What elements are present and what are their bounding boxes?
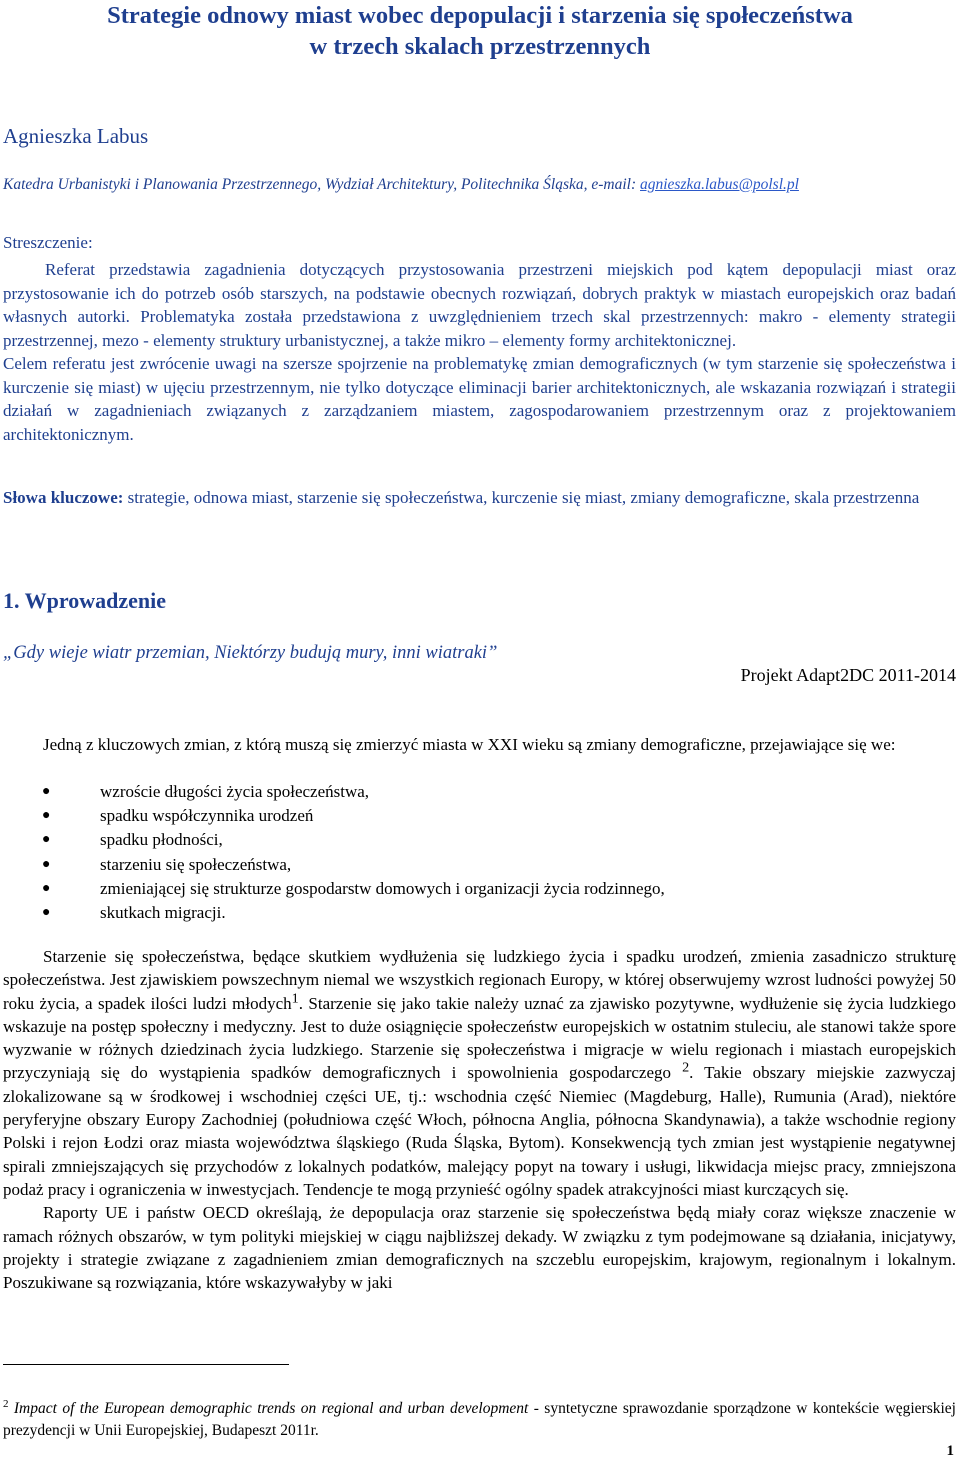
- title-line-2: w trzech skalach przestrzennych: [309, 33, 651, 60]
- list-item-text: zmieniającej się strukturze gospodarstw domowych i organizacji życia rodzinnego,: [100, 878, 665, 898]
- affiliation: [3, 176, 799, 194]
- section-heading: 1. Wprowadzenie: [3, 588, 166, 613]
- abstract-paragraph-1: Referat przedstawia zagadnienia dotyczących przystosowania przestrzeni miejskich pod kątem depopulacji miast oraz przystosowanie ich do potrzeb osób starszych, na podstawie obecnych rozwiązań, dobrych praktyk w miastach europejskich oraz badań własnych autorki. Problematyka została przedstawiona z uwzględnieniem trzech skal przestrzennych: makro - elementy strategii przestrzennej, mezo - elementy struktury urbanistycznej, a także mikro – elementy formy architektonicznej.: [3, 260, 956, 350]
- abstract: [3, 258, 956, 446]
- bullet-icon: ●: [42, 880, 51, 896]
- paper-title: [0, 0, 960, 62]
- paragraph-reports: Raporty UE i państw OECD określają, że depopulacja oraz starzenie się społeczeństwa będą miały coraz większe znaczenie w ramach różnych obszarów, w tym polityki miejskiej w ciągu najbliższej dekady. W związku z tym podejmowane są działania, inicjatywy, projekty i strategie związane z zagadnieniem zmian demograficznych na szczeblu europejskim, krajowym, regionalnym i lokalnym. Poszukiwane są rozwiązania, które wskazywałyby w jaki: [3, 1203, 956, 1293]
- list-item: [0, 828, 665, 852]
- bullet-icon: ●: [42, 856, 51, 872]
- title-line-1: Strategie odnowy miast wobec depopulacji i starzenia się społeczeństwa: [107, 2, 853, 29]
- bullet-icon: ●: [42, 784, 51, 799]
- bullet-icon: ●: [42, 905, 51, 921]
- intro-text: Jedną z kluczowych zmian, z którą muszą się zmierzyć miasta w XXI wieku są zmiany demograficzne, przejawiające się we:: [43, 735, 896, 754]
- abstract-label: Streszczenie:: [3, 233, 93, 252]
- paragraph-text: . Starzenie się jako takie należy uznać za zjawisko pozytywne, wydłużenie się życia ludzkiego wskazuje na postęp społeczny i medyczny. Jest to duże osiągnięcie społeczeństw europejskich w ostatnim stuleciu, ale stanowi także spore wyzwanie w różnych dziedzinach życia ludzkiego. Starzenie się społeczeństwa i migracje w wielu regionach i miastach europejskich przyczyniają się do wystąpienia spadków demograficznych i spowolnienia gospodarczego: [3, 993, 956, 1083]
- motto-source: Projekt Adapt2DC 2011-2014: [740, 665, 956, 685]
- intro-paragraph: [3, 733, 956, 756]
- footnote-title: Impact of the European demographic trends on regional and urban development: [8, 1400, 529, 1417]
- footnote-ref[interactable]: 2: [682, 1059, 690, 1076]
- footnote-separator: [3, 1364, 289, 1365]
- email-link[interactable]: agnieszka.labus@polsl.pl: [640, 176, 799, 193]
- footnote-text: - syntetyczne sprawozdanie sporządzone w kontekście węgierskiej prezydencji w Unii Europejskiej, Budapeszt 2011r.: [3, 1400, 956, 1439]
- list-item-text: skutkach migracji.: [100, 903, 226, 923]
- author-name: Agnieszka Labus: [3, 124, 149, 148]
- list-item-text: spadku płodności,: [100, 830, 223, 850]
- bullet-list: [0, 780, 665, 925]
- footnote: [3, 1398, 956, 1442]
- list-item: [0, 901, 665, 925]
- affiliation-text: Katedra Urbanistyki i Planowania Przestrzennego, Wydział Architektury, Politechnika Śląska, e-mail:: [3, 176, 640, 193]
- list-item: [0, 853, 665, 877]
- motto-quote: „Gdy wieje wiatr przemian, Niektórzy budują mury, inni wiatraki”: [3, 643, 498, 663]
- keywords-text: strategie, odnowa miast, starzenie się społeczeństwa, kurczenie się miast, zmiany demograficzne, skala przestrzenna: [123, 488, 920, 507]
- body-text: [3, 945, 956, 1294]
- paragraph-demography: [3, 945, 956, 1201]
- footnote-number: 2: [3, 1397, 9, 1410]
- abstract-paragraph-2: Celem referatu jest zwrócenie uwagi na szersze spojrzenie na problematykę zmian demograficznych (w tym starzenie się społeczeństwa i kurczenie się miast) w ujęciu przestrzennym, nie tylko dotyczące eliminacji barier architektonicznych, ale wskazania rozwiązań i strategii działań w zagadnieniach związanych z zarządzaniem miastem, zagospodarowaniem przestrzennym oraz z projektowaniem architektonicznym.: [3, 354, 956, 444]
- list-item-text: spadku współczynnika urodzeń: [100, 806, 314, 826]
- list-item: [0, 780, 665, 804]
- list-item: [0, 804, 665, 828]
- page-number: 1: [946, 1443, 954, 1459]
- bullet-icon: ●: [42, 832, 51, 848]
- keywords: [3, 486, 956, 510]
- paragraph-text: . Takie obszary miejskie zazwyczaj zlokalizowane są w środkowej i wschodniej części UE, tj.: wschodnia część Niemiec (Magdeburg, Halle), Rumunia (Arad), niektóre peryferyjne obszary Europy Zachodniej (południowa część Włoch, północna Anglia, północna Skandynawia), a także wschodnie regiony Polski i rejon Łodzi oraz miasta województwa śląskiego (Ruda Śląska, Bytom). Konsekwencją tych zmian jest wystąpienie negatywnej spirali zmniejszających się przychodów z lokalnych podatków, malejący popyt na towary i usługi, likwidacja miejsc pracy, zmniejszona podaż pracy i ograniczenia w inwestycjach. Tendencje te mogą przynieść ogólny spadek atrakcyjności miast kurczących się.: [3, 1063, 956, 1199]
- list-item-text: wzroście długości życia społeczeństwa,: [100, 782, 370, 801]
- footnote-ref[interactable]: 1: [291, 989, 299, 1006]
- list-item: [0, 877, 665, 901]
- bullet-icon: ●: [42, 808, 51, 824]
- paragraph-text: Starzenie się społeczeństwa, będące skutkiem wydłużenia się ludzkiego życia i spadku urodzeń, zmienia zasadniczo strukturę społeczeństwa. Jest zjawiskiem powszechnym niemal we wszystkich regionach Europy, w której obserwujemy wzrost ludności powyżej 50 roku życia, a spadek ilości ludzi młodych: [3, 947, 956, 1013]
- list-item-text: starzeniu się społeczeństwa,: [100, 854, 292, 874]
- keywords-label: Słowa kluczowe:: [3, 488, 124, 507]
